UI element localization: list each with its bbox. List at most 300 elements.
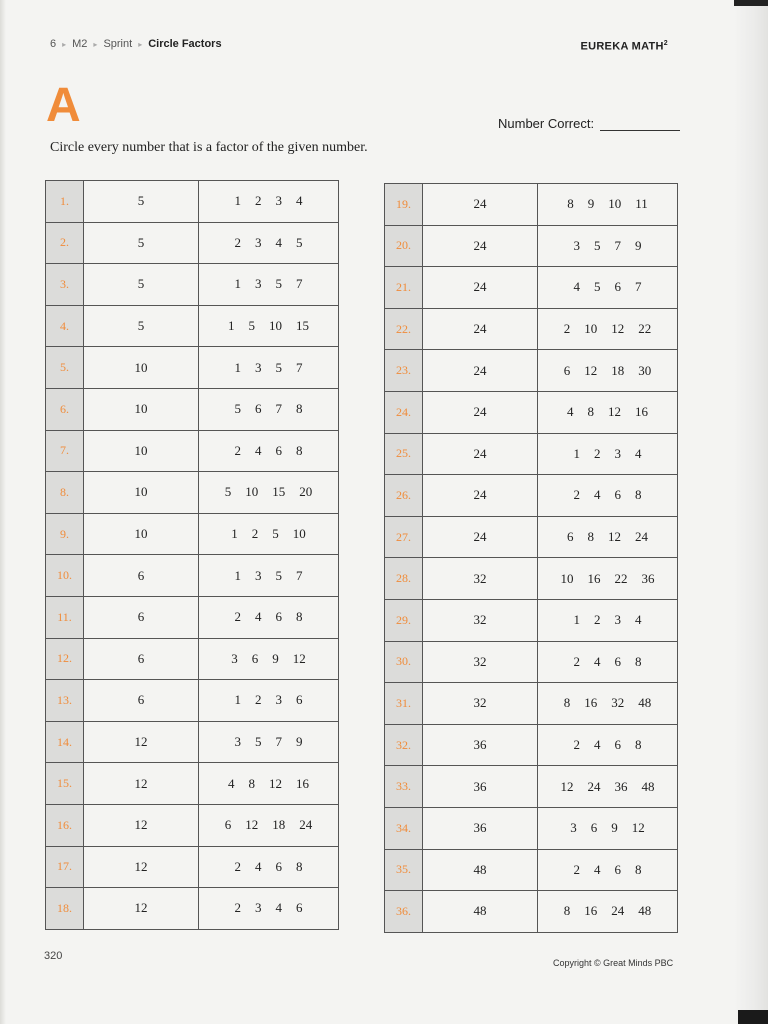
choice-option[interactable]: 6 [275, 442, 282, 458]
breadcrumb-separator-icon: ▸ [138, 39, 143, 49]
problem-row [46, 846, 339, 888]
given-number: 10 [84, 388, 199, 430]
problem-row [385, 391, 678, 433]
choice-option[interactable]: 1 [228, 318, 235, 334]
choice-option[interactable]: 2 [255, 692, 262, 708]
choice-option[interactable]: 10 [608, 196, 622, 212]
choice-option[interactable]: 5 [272, 526, 279, 542]
choice-option[interactable]: 2 [573, 653, 580, 669]
breadcrumb-separator-icon: ▸ [93, 39, 98, 49]
choice-option[interactable]: 2 [573, 737, 580, 753]
choice-option[interactable]: 24 [611, 903, 625, 919]
given-number: 5 [84, 305, 199, 347]
choice-option[interactable]: 6 [275, 858, 282, 874]
problem-row [385, 849, 678, 891]
problem-number: 23. [385, 350, 423, 392]
choice-option[interactable]: 3 [231, 650, 238, 666]
problem-row [46, 305, 339, 347]
problem-number: 20. [385, 225, 423, 267]
choice-option[interactable]: 8 [635, 653, 642, 669]
breadcrumb-separator-icon: ▸ [62, 39, 67, 49]
choice-option[interactable]: 24 [635, 529, 648, 545]
breadcrumb-grade: 6 [50, 38, 57, 50]
choice-option[interactable]: 6 [296, 900, 303, 916]
problem-row [385, 558, 678, 600]
choice-cell [199, 763, 339, 805]
choice-cell [538, 891, 678, 933]
given-number: 24 [423, 308, 538, 350]
choice-option[interactable]: 10 [245, 484, 259, 500]
choice-option[interactable]: 9 [587, 196, 595, 212]
choice-option[interactable]: 5 [234, 401, 241, 417]
choice-option[interactable]: 8 [635, 861, 642, 877]
choice-option[interactable]: 12 [560, 778, 574, 794]
problem-number: 25. [385, 433, 423, 475]
choice-option[interactable]: 8 [296, 401, 303, 417]
given-number: 12 [84, 763, 199, 805]
problems-table-left [45, 180, 339, 930]
choice-option[interactable]: 7 [296, 276, 303, 292]
problem-number: 15. [46, 763, 84, 805]
choice-option[interactable]: 1 [234, 692, 241, 708]
given-number: 24 [423, 350, 538, 392]
page-number: 320 [44, 950, 63, 962]
choice-option[interactable]: 48 [638, 903, 652, 919]
breadcrumb-current: Circle Factors [148, 38, 222, 50]
choice-option[interactable]: 4 [594, 487, 601, 503]
problem-row [46, 555, 339, 597]
choice-option[interactable]: 6 [614, 737, 621, 753]
problem-number: 31. [385, 683, 423, 725]
choice-cell [199, 513, 339, 555]
instruction: Circle every number that is a factor of the given number. [50, 140, 368, 155]
choice-cell [538, 641, 678, 683]
choice-option[interactable]: 3 [614, 445, 621, 461]
choice-option[interactable]: 5 [594, 279, 601, 295]
set-letter: A [46, 79, 81, 132]
choice-option[interactable]: 1 [234, 193, 241, 209]
problem-row [46, 347, 339, 389]
problem-row [385, 225, 678, 267]
problem-number: 19. [385, 184, 423, 226]
choice-option[interactable]: 2 [234, 442, 241, 458]
choice-option[interactable]: 7 [296, 567, 303, 583]
given-number: 48 [423, 891, 538, 933]
choice-option[interactable]: 4 [567, 404, 574, 420]
choice-option[interactable]: 6 [614, 279, 621, 295]
page-left-shadow [0, 0, 6, 1024]
problem-number: 10. [46, 555, 84, 597]
problem-number: 28. [385, 558, 423, 600]
choice-cell [538, 184, 678, 226]
problem-number: 26. [385, 475, 423, 517]
problem-number: 35. [385, 849, 423, 891]
choice-option[interactable]: 4 [275, 900, 282, 916]
choice-option[interactable]: 8 [567, 196, 574, 212]
choice-option[interactable]: 4 [635, 612, 642, 628]
breadcrumb-type: Sprint [103, 38, 133, 50]
given-number: 12 [84, 846, 199, 888]
choice-option[interactable]: 3 [255, 567, 262, 583]
choice-option[interactable]: 6 [614, 487, 621, 503]
given-number: 12 [84, 804, 199, 846]
problem-number: 11. [46, 596, 84, 638]
choice-cell [199, 222, 339, 264]
given-number: 5 [84, 181, 199, 223]
given-number: 24 [423, 391, 538, 433]
choice-cell [538, 558, 678, 600]
problem-row [385, 267, 678, 309]
choice-cell [199, 388, 339, 430]
choice-cell [538, 807, 678, 849]
breadcrumb-module: M2 [72, 38, 88, 50]
problem-number: 6. [46, 388, 84, 430]
choice-option[interactable]: 8 [635, 487, 642, 503]
choice-option[interactable]: 6 [590, 820, 598, 836]
choice-option[interactable]: 12 [245, 817, 259, 833]
choice-option[interactable]: 15 [272, 484, 286, 500]
problem-number: 14. [46, 721, 84, 763]
choice-option[interactable]: 12 [608, 404, 621, 420]
problem-row [385, 724, 678, 766]
choice-cell [538, 225, 678, 267]
choice-option[interactable]: 6 [296, 692, 303, 708]
problem-number: 21. [385, 267, 423, 309]
choice-option[interactable]: 4 [635, 445, 642, 461]
choice-cell [538, 599, 678, 641]
choice-option[interactable]: 2 [594, 445, 601, 461]
problem-row [46, 763, 339, 805]
given-number: 12 [84, 721, 199, 763]
choice-option[interactable]: 5 [275, 359, 282, 375]
choice-option[interactable]: 4 [296, 193, 303, 209]
problem-row [46, 638, 339, 680]
choice-cell [199, 680, 339, 722]
problem-number: 16. [46, 804, 84, 846]
breadcrumb [50, 38, 222, 50]
problem-row [385, 433, 678, 475]
choice-option[interactable]: 4 [255, 609, 262, 625]
given-number: 24 [423, 184, 538, 226]
problem-number: 36. [385, 891, 423, 933]
choice-cell [199, 305, 339, 347]
given-number: 48 [423, 849, 538, 891]
choice-option[interactable]: 11 [635, 196, 648, 212]
problem-row [385, 641, 678, 683]
choice-option[interactable]: 1 [234, 567, 241, 583]
problem-number: 12. [46, 638, 84, 680]
choice-cell [199, 888, 339, 930]
problem-row [385, 807, 678, 849]
choice-option[interactable]: 8 [248, 775, 255, 791]
problem-row [385, 891, 678, 933]
problem-number: 22. [385, 308, 423, 350]
problem-number: 34. [385, 807, 423, 849]
problem-row [46, 513, 339, 555]
choice-option[interactable]: 24 [299, 817, 313, 833]
choice-option[interactable]: 4 [594, 861, 601, 877]
choice-option[interactable]: 36 [641, 570, 655, 586]
choice-option[interactable]: 9 [296, 734, 303, 750]
problem-row [46, 680, 339, 722]
given-number: 6 [84, 596, 199, 638]
choice-option[interactable]: 2 [251, 526, 259, 542]
choice-option[interactable]: 8 [587, 529, 594, 545]
choice-option[interactable]: 2 [255, 193, 262, 209]
page-corner-top [734, 0, 768, 6]
choice-option[interactable]: 10 [584, 321, 598, 337]
choice-option[interactable]: 1 [573, 445, 580, 461]
choice-option[interactable]: 9 [635, 237, 642, 253]
choice-option[interactable]: 16 [635, 404, 648, 420]
problem-number: 27. [385, 516, 423, 558]
problem-row [46, 264, 339, 306]
choice-cell [199, 804, 339, 846]
choice-option[interactable]: 12 [631, 820, 645, 836]
problem-row [46, 721, 339, 763]
problem-row [385, 475, 678, 517]
choice-option[interactable]: 4 [594, 653, 601, 669]
choice-option[interactable]: 7 [275, 734, 282, 750]
given-number: 32 [423, 558, 538, 600]
problem-row [46, 596, 339, 638]
problem-row [385, 766, 678, 808]
given-number: 24 [423, 516, 538, 558]
choice-option[interactable]: 9 [611, 820, 618, 836]
choice-option[interactable]: 6 [567, 529, 574, 545]
choice-option[interactable]: 6 [251, 650, 259, 666]
choice-option[interactable]: 5 [296, 234, 303, 250]
problem-row [46, 222, 339, 264]
given-number: 6 [84, 680, 199, 722]
choice-option[interactable]: 1 [234, 359, 241, 375]
choice-cell [199, 638, 339, 680]
choice-option[interactable]: 3 [255, 359, 262, 375]
choice-option[interactable]: 16 [296, 775, 309, 791]
problem-number: 32. [385, 724, 423, 766]
choice-cell [538, 433, 678, 475]
choice-cell [199, 430, 339, 472]
choice-option[interactable]: 8 [563, 695, 571, 711]
choice-option[interactable]: 3 [255, 234, 262, 250]
problem-row [46, 388, 339, 430]
choice-cell [538, 350, 678, 392]
choice-option[interactable]: 3 [570, 820, 577, 836]
choice-option[interactable]: 3 [275, 193, 282, 209]
choice-option[interactable]: 7 [635, 279, 642, 295]
given-number: 36 [423, 724, 538, 766]
given-number: 5 [84, 264, 199, 306]
choice-option[interactable]: 10 [560, 570, 574, 586]
choice-option[interactable]: 16 [584, 695, 598, 711]
choice-option[interactable]: 4 [255, 858, 262, 874]
choice-option[interactable]: 5 [255, 734, 262, 750]
choice-option[interactable]: 18 [272, 817, 286, 833]
choice-option[interactable]: 6 [224, 817, 232, 833]
choice-option[interactable]: 18 [611, 362, 625, 378]
problem-number: 33. [385, 766, 423, 808]
problem-number: 9. [46, 513, 84, 555]
choice-option[interactable]: 4 [255, 442, 262, 458]
choice-option[interactable]: 15 [296, 318, 309, 334]
choice-option[interactable]: 4 [228, 775, 235, 791]
choice-option[interactable]: 2 [573, 861, 580, 877]
choice-option[interactable]: 4 [573, 279, 580, 295]
problem-row [385, 184, 678, 226]
page-right-edge [734, 0, 768, 1024]
choice-option[interactable]: 2 [234, 234, 241, 250]
choice-option[interactable]: 12 [292, 650, 306, 666]
copyright: Copyright © Great Minds PBC [553, 958, 674, 968]
problem-row [385, 599, 678, 641]
choice-option[interactable]: 24 [587, 778, 601, 794]
choice-option[interactable]: 6 [563, 362, 571, 378]
choice-option[interactable]: 12 [608, 529, 621, 545]
choice-option[interactable]: 5 [275, 276, 282, 292]
problem-number: 29. [385, 599, 423, 641]
given-number: 6 [84, 555, 199, 597]
choice-option[interactable]: 30 [638, 362, 652, 378]
problem-row [385, 350, 678, 392]
choice-option[interactable]: 6 [614, 861, 621, 877]
choice-option[interactable]: 12 [584, 362, 598, 378]
choice-option[interactable]: 2 [234, 900, 241, 916]
choice-option[interactable]: 9 [272, 650, 279, 666]
choice-option[interactable]: 2 [234, 858, 241, 874]
choice-option[interactable]: 48 [641, 778, 655, 794]
choice-option[interactable]: 4 [594, 737, 601, 753]
number-correct-blank[interactable] [600, 119, 680, 131]
choice-option[interactable]: 3 [255, 900, 262, 916]
choice-option[interactable]: 6 [614, 653, 621, 669]
choice-option[interactable]: 8 [296, 858, 303, 874]
choice-option[interactable]: 22 [638, 321, 652, 337]
choice-option[interactable]: 8 [563, 903, 571, 919]
problem-number: 1. [46, 181, 84, 223]
page-corner-bottom [738, 1010, 768, 1024]
choice-option[interactable]: 8 [635, 737, 642, 753]
problem-number: 30. [385, 641, 423, 683]
choice-option[interactable]: 5 [275, 567, 282, 583]
choice-option[interactable]: 12 [269, 775, 282, 791]
choice-option[interactable]: 2 [563, 321, 571, 337]
brand-superscript: 2 [663, 40, 668, 47]
choice-cell [538, 391, 678, 433]
choice-option[interactable]: 8 [587, 404, 594, 420]
choice-option[interactable]: 32 [611, 695, 625, 711]
choice-option[interactable]: 6 [255, 401, 262, 417]
choice-cell [199, 347, 339, 389]
problem-number: 24. [385, 391, 423, 433]
choice-option[interactable]: 7 [275, 401, 282, 417]
choice-option[interactable]: 7 [614, 237, 621, 253]
given-number: 36 [423, 807, 538, 849]
problem-number: 7. [46, 430, 84, 472]
choice-option[interactable]: 3 [255, 276, 262, 292]
given-number: 32 [423, 683, 538, 725]
brand-name: EUREKA MATH [580, 40, 664, 53]
problem-row [385, 308, 678, 350]
problems-table-right [384, 183, 678, 933]
choice-cell [199, 846, 339, 888]
problem-number: 4. [46, 305, 84, 347]
choice-option[interactable]: 8 [296, 442, 303, 458]
choice-option[interactable]: 10 [292, 526, 306, 542]
choice-option[interactable]: 2 [594, 612, 601, 628]
choice-option[interactable]: 2 [573, 487, 580, 503]
given-number: 10 [84, 430, 199, 472]
given-number: 12 [84, 888, 199, 930]
given-number: 24 [423, 475, 538, 517]
choice-option[interactable]: 5 [224, 484, 232, 500]
problem-row [46, 804, 339, 846]
choice-option[interactable]: 48 [638, 695, 652, 711]
choice-option[interactable]: 8 [296, 609, 303, 625]
choice-cell [199, 472, 339, 514]
choice-cell [538, 766, 678, 808]
choice-cell [538, 475, 678, 517]
problem-row [46, 430, 339, 472]
problem-row [385, 683, 678, 725]
choice-cell [199, 264, 339, 306]
given-number: 10 [84, 513, 199, 555]
problem-number: 18. [46, 888, 84, 930]
choice-option[interactable]: 1 [231, 526, 238, 542]
choice-option[interactable]: 2 [234, 609, 241, 625]
choice-option[interactable]: 16 [587, 570, 601, 586]
number-correct-label: Number Correct: [498, 116, 595, 131]
problem-row [385, 516, 678, 558]
choice-cell [199, 721, 339, 763]
given-number: 24 [423, 267, 538, 309]
choice-cell [538, 683, 678, 725]
choice-option[interactable]: 22 [614, 570, 628, 586]
given-number: 32 [423, 641, 538, 683]
choice-option[interactable]: 5 [248, 318, 255, 334]
choice-cell [538, 308, 678, 350]
choice-option[interactable]: 7 [296, 359, 303, 375]
brand-logo [580, 40, 668, 53]
choice-option[interactable]: 4 [275, 234, 282, 250]
choice-option[interactable]: 6 [275, 609, 282, 625]
choice-option[interactable]: 3 [573, 237, 580, 253]
given-number: 36 [423, 766, 538, 808]
choice-option[interactable]: 1 [234, 276, 241, 292]
choice-option[interactable]: 20 [299, 484, 313, 500]
choice-cell [538, 724, 678, 766]
given-number: 32 [423, 599, 538, 641]
choice-cell [199, 181, 339, 223]
choice-option[interactable]: 36 [614, 778, 628, 794]
choice-option[interactable]: 3 [234, 734, 241, 750]
choice-cell [538, 516, 678, 558]
choice-cell [199, 555, 339, 597]
problem-number: 5. [46, 347, 84, 389]
choice-option[interactable]: 3 [614, 612, 621, 628]
choice-option[interactable]: 3 [275, 692, 282, 708]
problem-number: 17. [46, 846, 84, 888]
given-number: 5 [84, 222, 199, 264]
number-correct [498, 116, 680, 131]
choice-option[interactable]: 5 [594, 237, 601, 253]
choice-cell [538, 267, 678, 309]
choice-option[interactable]: 12 [611, 321, 625, 337]
given-number: 10 [84, 472, 199, 514]
given-number: 6 [84, 638, 199, 680]
choice-option[interactable]: 10 [269, 318, 282, 334]
choice-option[interactable]: 16 [584, 903, 598, 919]
choice-option[interactable]: 1 [573, 612, 580, 628]
